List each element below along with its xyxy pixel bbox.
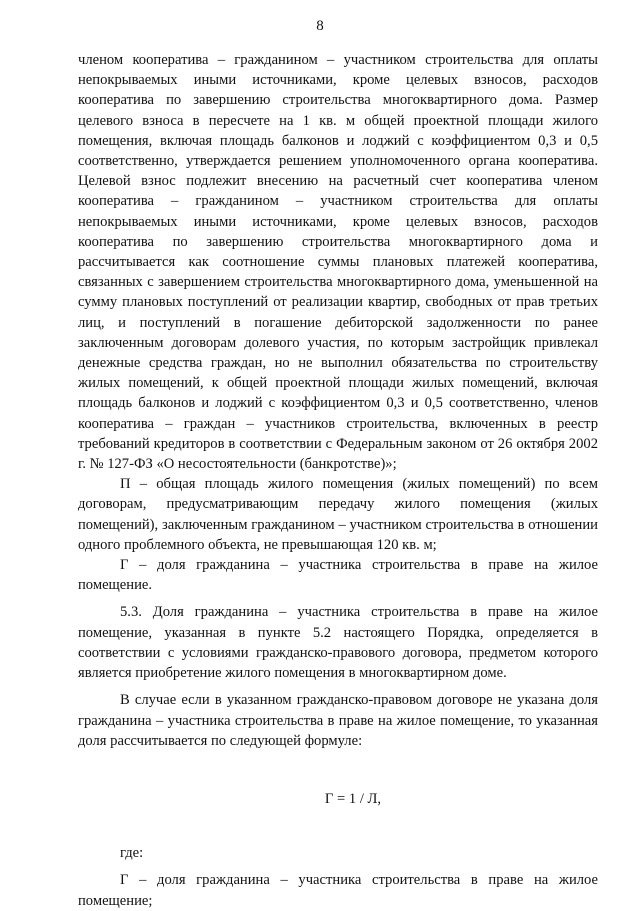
paragraph-definition-g-repeat: Г – доля гражданина – участника строительства в праве на жилое помещение; bbox=[78, 872, 598, 909]
paragraph-target-contribution: членом кооператива – гражданином – участником строительства для оплаты непокрываемых иными источниками, кроме целевых взносов, расходов кооператива по завершению строительства многоквартирного дома. Размер целевого взноса в пересчете на 1 кв. м общей проектной площади жилого помещения, включая площадь балконов и лоджий с коэффициентом 0,3 и 0,5 соответственно, утверждается решением уполномоченного органа кооператива. Целевой взнос подлежит внесению на расчетный счет кооператива членом кооператива – гражданином – участником строительства для оплаты непокрываемых иными источниками, кроме целевых взносов, расходов кооператива по завершению строительства многоквартирного дома и рассчитывается как соотношение суммы плановых платежей кооператива, связанных с завершением строительства многоквартирного дома, уменьшенной на сумму плановых поступлений от реализации квартир, свободных от прав третьих лиц, и поступлений в погашение дебиторской задолженности по ранее заключенным договорам долевого участия, по которым застройщик привлекал денежные средства граждан, но не выполнил обязательства по строительству жилых помещений, к общей проектной площади жилых помещений, включая площадь балконов и лоджий с коэффициентом 0,3 и 0,5 соответственно, членов кооператива – граждан – участников строительства, включенных в реестр требований кредиторов в соответствии с Федеральным законом от 26 октября 2002 г. № 127-ФЗ «О несостоятельности (банкротстве)»; bbox=[78, 52, 598, 473]
share-formula: Г = 1 / Л, bbox=[324, 790, 382, 807]
paragraph-definition-p: П – общая площадь жилого помещения (жилых помещений) по всем договорам, предусматривающим передачу жилого помещения (жилых помещений), заключенным гражданином – участником строительства в отношении одного проблемного объекта, не превышающая 120 кв. м; bbox=[78, 476, 598, 553]
document-body bbox=[78, 50, 598, 911]
paragraph-section-5-3: 5.3. Доля гражданина – участника строительства в праве на жилое помещение, указанная в пункте 5.2 настоящего Порядка, определяется в соответствии с условиями гражданско-правового договора, предметом которого является приобретение жилого помещения в многоквартирном доме. bbox=[78, 604, 598, 682]
paragraph-definition-g: Г – доля гражданина – участника строительства в праве на жилое помещение. bbox=[78, 557, 598, 594]
where-label: где: bbox=[120, 845, 144, 862]
page-number: 8 bbox=[316, 18, 324, 34]
paragraph-share-not-specified: В случае если в указанном гражданско-правовом договоре не указана доля гражданина – участника строительства в праве на жилое помещение, то указанная доля рассчитывается по следующей формуле: bbox=[78, 692, 598, 749]
